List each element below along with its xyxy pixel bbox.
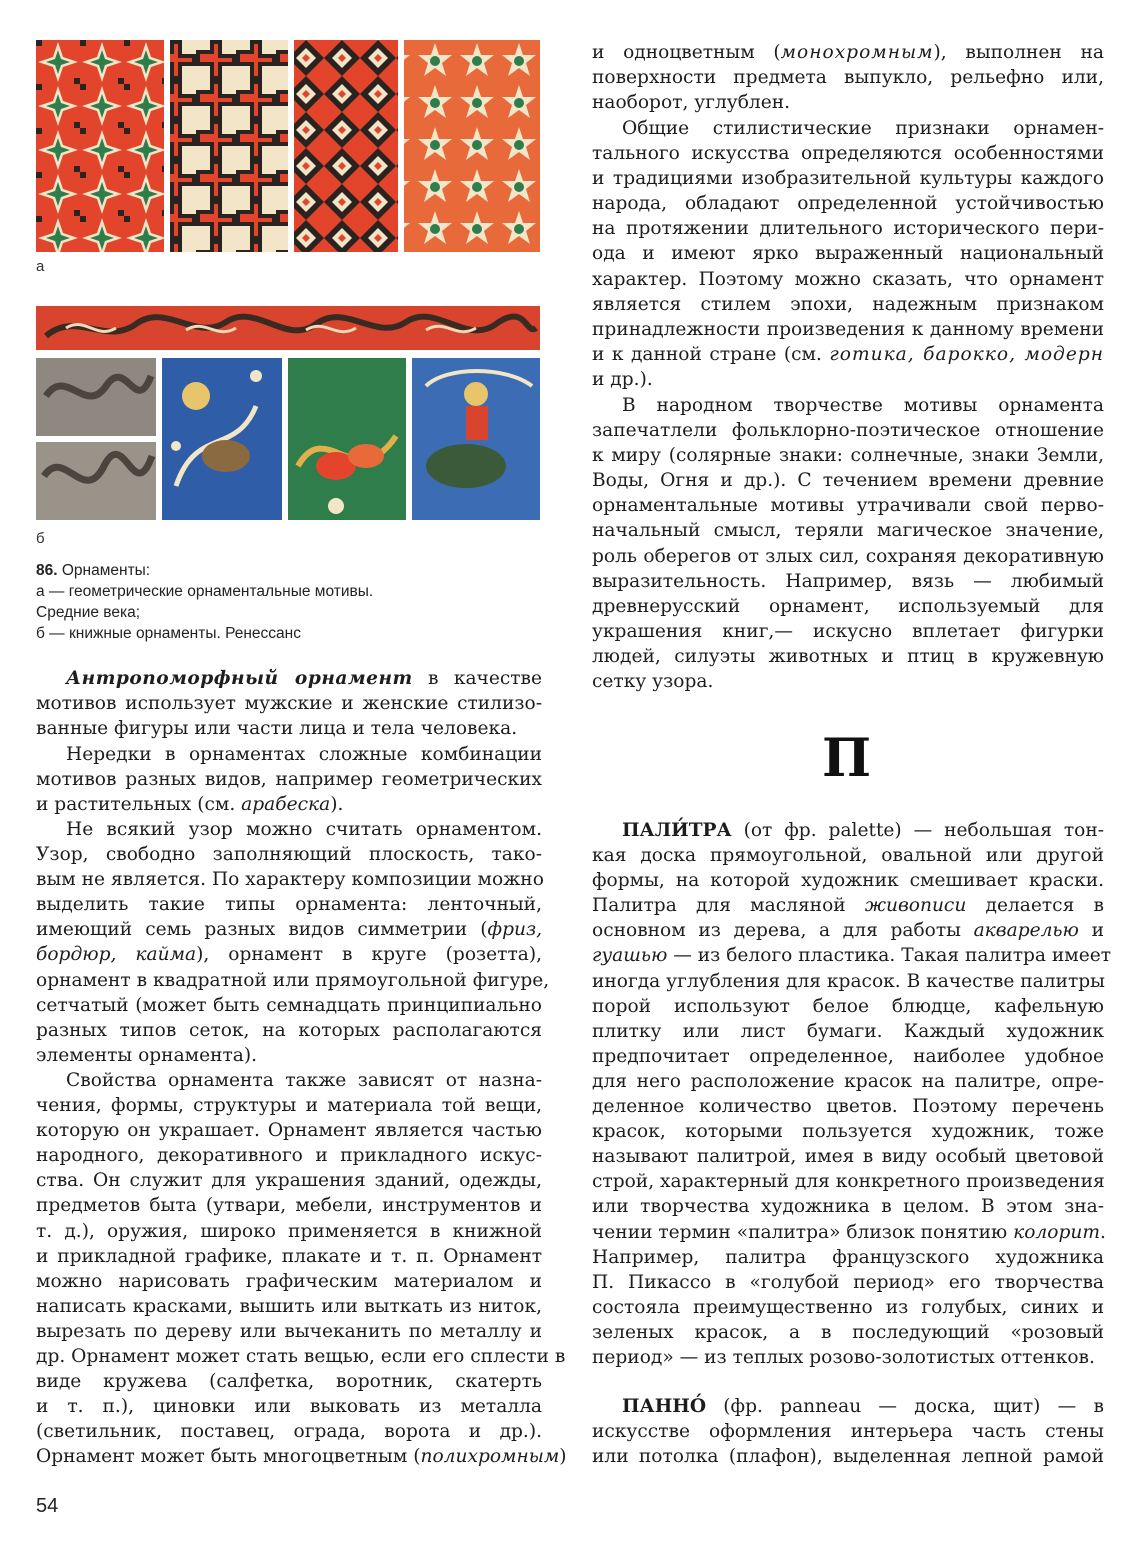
text-line: чения, формы, структуры и материала той вещи,	[36, 1095, 542, 1117]
text-line: является стилем эпохи, надежным признаком	[592, 293, 1104, 315]
ornament-panel-4	[404, 40, 540, 252]
text-line: т. д.), оружия, широко применяется в книжной	[36, 1220, 542, 1242]
text-line: народного, декоративного и прикладного искус-	[36, 1145, 542, 1167]
text-line: сетчатый (может быть семнадцать принципиально	[36, 994, 542, 1016]
link-monokhromnym[interactable]: монохромным	[780, 42, 934, 63]
text-line: разных типов сеток, на которых располагаются	[36, 1019, 542, 1041]
text-line: вырезать по дереву или вычеканить по металлу и	[36, 1320, 542, 1342]
term-panno: ПАННО́	[622, 1396, 707, 1417]
text-line: Нередки в орнаментах сложные комбинации	[66, 744, 542, 765]
text-line: иногда углубления для красок. В качестве палитры	[592, 970, 1105, 992]
text-line: роль оберегов от злых сил, сохраняя декоративную	[592, 545, 1104, 567]
caption-line-4: б — книжные орнаменты. Ренессанс	[36, 625, 301, 642]
text-line: ванные фигуры или части лица и тела человека.	[36, 718, 518, 740]
paragraph-properties	[36, 1068, 567, 1470]
text-line: мотивов использует мужские и женские стилизо-	[36, 693, 542, 715]
figure-a-geometric-ornaments	[36, 40, 540, 252]
link-gotika-barokko-modern[interactable]: готика, барокко, модерн	[829, 343, 1104, 365]
text-line: поверхности предмета выпукло, рельефно или,	[592, 67, 1104, 89]
text-line: народа, обладают определенной устойчивостью	[592, 193, 1104, 215]
text-line: к миру (солярные знаки: солнечные, знаки Земли,	[592, 445, 1104, 467]
caption-number: 86.	[36, 562, 58, 579]
caption-line-1: Орнаменты:	[61, 562, 151, 579]
text-line: и т. п.), циновки или выковать из металла	[36, 1396, 542, 1418]
text-line: и к данной стране (см.	[592, 343, 830, 365]
text-line: орнаментальные мотивы утрачивали свой перво-	[592, 495, 1104, 517]
text-line: и	[1078, 920, 1104, 942]
link-guashyu[interactable]: гуашью	[592, 945, 668, 967]
text-line: Узор, свободно заполняющий плоскость, тако-	[36, 844, 542, 866]
text-line: имеющий семь разных видов симметрии (	[36, 919, 488, 941]
text-line: Например, палитра французского художника	[592, 1246, 1104, 1268]
paragraph-stylistic-features	[592, 116, 1104, 392]
text-line: красок, которыми пользуется художник, тоже	[592, 1121, 1104, 1143]
caption-line-3: Средние века;	[36, 604, 141, 621]
text-line: начальный смысл, теряли магическое значение,	[592, 520, 1104, 542]
text-line: наоборот, углублен.	[592, 92, 791, 114]
text-line: период» — из теплых розово-золотистых оттенков.	[592, 1346, 1095, 1368]
text-line: орнамент в квадратной или прямоугольной фигуре,	[36, 969, 550, 991]
text-line: в качестве	[412, 668, 542, 689]
text-line: сетку узора.	[592, 671, 714, 693]
text-line: формы, на которой художник смешивает краски.	[592, 870, 1104, 892]
text-line: делается в	[966, 895, 1104, 917]
text-line: Общие стилистические признаки орнамен-	[622, 118, 1104, 139]
text-line: предпочитает определенное, наиболее удобное	[592, 1045, 1104, 1067]
text-line: Орнамент может быть многоцветным (	[36, 1446, 421, 1468]
text-line: деленное количество цветов. Поэтому перечень	[592, 1096, 1104, 1118]
text-line: виде кружева (салфетка, воротник, скатерть	[36, 1371, 542, 1393]
text-line: ), выполнен на	[933, 42, 1104, 63]
text-line: написать красками, вышить или выткать из ниток,	[36, 1295, 542, 1317]
text-line: мотивов разных видов, например геометрических	[36, 769, 542, 791]
text-line: зеленых красок, а в последующий «розовый	[592, 1321, 1104, 1343]
text-line: ода и имеют ярко выраженный национальный	[592, 243, 1104, 265]
text-line: и одноцветным (	[592, 42, 781, 63]
figure-b-label: б	[36, 530, 45, 547]
text-line: ), орнамент в круге (розетта),	[196, 944, 542, 966]
paragraph-combinations	[36, 742, 542, 817]
paragraph-anthropomorphic	[36, 666, 542, 741]
link-bordyur-kayma[interactable]: бордюр, кайма	[36, 944, 197, 966]
ornament-panel-1	[36, 40, 164, 252]
paragraph-folk-art	[592, 393, 1104, 694]
text-line: можно нарисовать графическим материалом и	[36, 1270, 542, 1292]
paragraph-monochrome	[592, 40, 1104, 115]
text-line: П. Пикассо в «голубой период» его творчества	[592, 1271, 1104, 1293]
text-line: выделить такие типы орнамента: ленточный,	[36, 894, 542, 916]
section-letter: П	[822, 728, 872, 789]
text-line: плитку или лист бумаги. Каждый художник	[592, 1020, 1104, 1042]
text-line: элементы орнамента).	[36, 1044, 258, 1066]
text-line: (от фр. palette) — небольшая тон-	[731, 820, 1104, 841]
text-line: или потолка (плафон), выделенная лепной рамой	[592, 1446, 1104, 1468]
text-line: вым не является. По характеру композиции можно	[36, 869, 544, 891]
text-line: характер. Поэтому можно сказать, что орнамент	[592, 268, 1104, 290]
text-line: )	[559, 1446, 567, 1468]
text-line: искусстве оформления интерьера часть стены	[592, 1421, 1104, 1443]
figure-b-book-ornaments	[36, 306, 540, 520]
text-line: (фр. panneau — доска, щит) — в	[706, 1396, 1104, 1417]
caption-line-2: а — геометрические орнаментальные мотивы.	[36, 583, 374, 600]
text-line: строй, характерный для конкретного произведения	[592, 1171, 1105, 1193]
text-line: выразительность. Например, вязь — любимый	[592, 570, 1104, 592]
text-line: кая доска прямоугольной, овальной или другой	[592, 845, 1104, 867]
text-line: Воды, Огня и др.). С течением времени древние	[592, 470, 1104, 492]
ornament-panel-2	[170, 40, 288, 252]
text-line: и растительных (см.	[36, 794, 242, 816]
paragraph-pattern-types	[36, 817, 550, 1068]
text-line: древнерусский орнамент, используемый для	[592, 595, 1104, 617]
text-line: — из белого пластика. Такая палитра имеет	[667, 945, 1112, 967]
text-line: называют палитрой, имея в виду особый цветовой	[592, 1146, 1104, 1168]
text-line: принадлежности произведения к данному времени	[592, 318, 1104, 340]
text-line: украшения книг,— искусно вплетает фигурки	[592, 620, 1104, 642]
text-line: на протяжении длительного исторического пери-	[592, 218, 1104, 240]
illuminated-panel-green	[288, 358, 406, 520]
text-line: или творчества художника в целом. В этом зна-	[592, 1196, 1104, 1218]
text-line: предметов быта (утвари, мебели, инструментов и	[36, 1195, 542, 1217]
text-line: для него расположение красок на палитре, опре-	[592, 1070, 1104, 1092]
figure-a-label: а	[36, 258, 45, 275]
text-line: и прикладной графике, плакате и т. п. Орнамент	[36, 1245, 542, 1267]
term-anthropomorphic: Антропоморфный орнамент	[66, 668, 413, 689]
link-polikhromnym[interactable]: полихромным	[420, 1446, 560, 1468]
entry-panno	[592, 1394, 1104, 1469]
text-line: которую он украшает. Орнамент является частью	[36, 1120, 542, 1142]
entry-palitra	[592, 818, 1112, 1370]
text-line: Не всякий узор можно считать орнаментом.	[66, 819, 542, 840]
link-kolorit[interactable]: колорит	[1013, 1221, 1100, 1243]
link-friz[interactable]: фриз,	[487, 919, 542, 941]
text-line: основном из дерева, а для работы	[592, 920, 974, 942]
text-line: .	[1099, 1221, 1106, 1243]
text-line: и традициями изобразительной культуры каждого	[592, 168, 1104, 190]
text-line: (светильник, поставец, ограда, ворота и др.).	[36, 1421, 542, 1443]
text-line: и др.).	[592, 368, 653, 390]
text-line: людей, силуэты животных и птиц в кружевную	[592, 645, 1104, 667]
page-number: 54	[36, 1495, 59, 1517]
text-line: порой используют белое блюдце, кафельную	[592, 995, 1104, 1017]
text-line: состояла преимущественно из голубых, синих и	[592, 1296, 1104, 1318]
term-palitra: ПАЛИ́ТРА	[622, 820, 732, 841]
text-line: запечатлели фольклорно-поэтическое отношение	[592, 420, 1104, 442]
figure-caption	[36, 560, 516, 644]
text-line: ).	[330, 794, 344, 816]
text-line: ства. Он служит для украшения зданий, одежды,	[36, 1170, 542, 1192]
link-arabeska[interactable]: арабеска	[241, 794, 331, 816]
text-line: В народном творчестве мотивы орнамента	[622, 395, 1104, 416]
text-line: др. Орнамент может стать вещью, если его сплести в	[36, 1346, 566, 1368]
text-line: чении термин «палитра» близок понятию	[592, 1221, 1014, 1243]
text-line: тального искусства определяются особенностями	[592, 143, 1104, 165]
text-line: Палитра для масляной	[592, 895, 865, 917]
ornament-panel-3	[294, 40, 398, 252]
text-line: Свойства орнамента также зависят от назна-	[66, 1070, 542, 1091]
link-zhivopisi[interactable]: живописи	[864, 895, 967, 917]
link-akvarelyu[interactable]: акварелью	[973, 920, 1079, 942]
